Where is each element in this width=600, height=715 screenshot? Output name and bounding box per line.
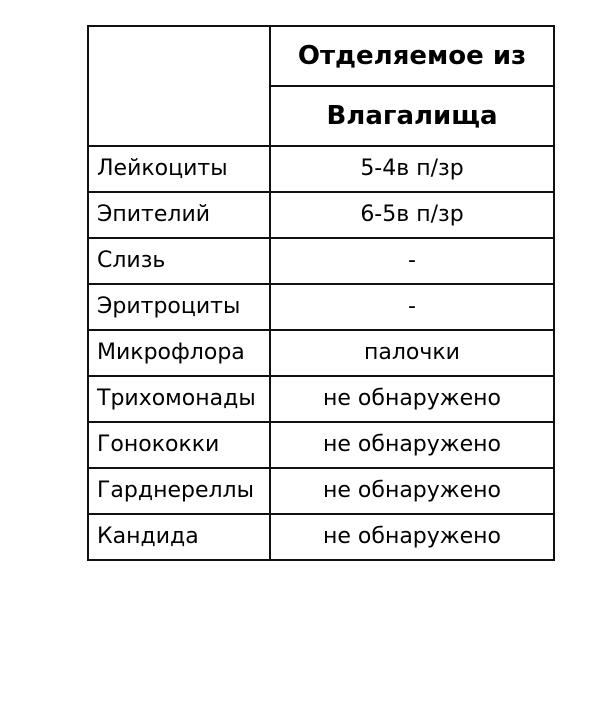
table-row — [88, 422, 554, 468]
row-value: не обнаружено — [270, 376, 554, 422]
row-label: Эпителий — [88, 192, 270, 238]
table-row — [88, 330, 554, 376]
row-label: Слизь — [88, 238, 270, 284]
row-value: палочки — [270, 330, 554, 376]
table-row — [88, 238, 554, 284]
row-value: - — [270, 284, 554, 330]
header-empty-cell — [88, 26, 270, 146]
row-value: не обнаружено — [270, 422, 554, 468]
row-value: 6-5в п/зр — [270, 192, 554, 238]
row-label: Гарднереллы — [88, 468, 270, 514]
header-row-1 — [88, 26, 554, 86]
table-row — [88, 514, 554, 560]
row-value: 5-4в п/зр — [270, 146, 554, 192]
row-value: - — [270, 238, 554, 284]
row-label: Кандида — [88, 514, 270, 560]
header-title-line2: Влагалища — [270, 86, 554, 146]
row-value: не обнаружено — [270, 514, 554, 560]
row-label: Эритроциты — [88, 284, 270, 330]
header-title-line1: Отделяемое из — [270, 26, 554, 86]
row-value: не обнаружено — [270, 468, 554, 514]
row-label: Гонококки — [88, 422, 270, 468]
table-row — [88, 146, 554, 192]
table-row — [88, 468, 554, 514]
table-row — [88, 284, 554, 330]
row-label: Трихомонады — [88, 376, 270, 422]
table-row — [88, 376, 554, 422]
results-table — [87, 25, 555, 561]
row-label: Лейкоциты — [88, 146, 270, 192]
row-label: Микрофлора — [88, 330, 270, 376]
table-row — [88, 192, 554, 238]
